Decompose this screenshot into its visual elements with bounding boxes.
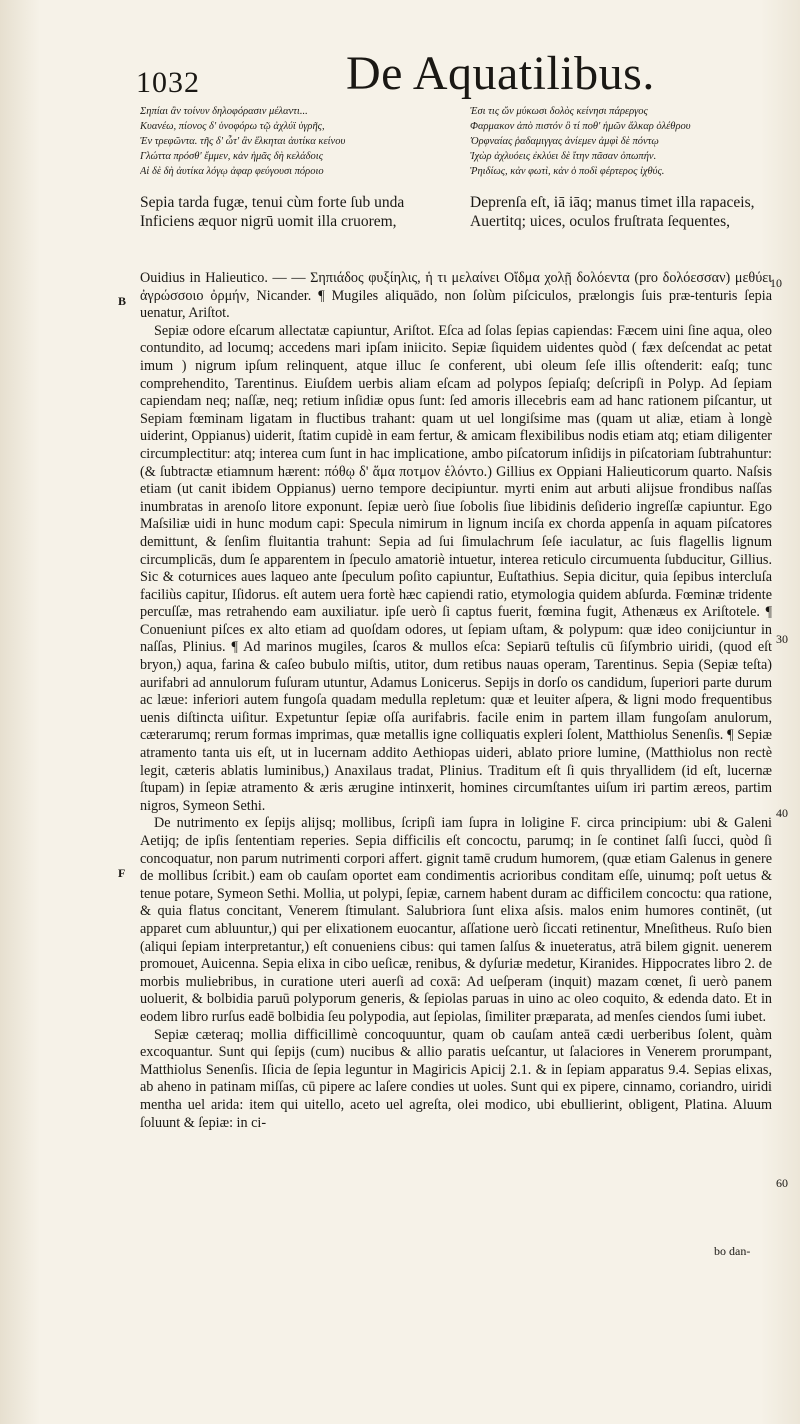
page-number: 1032 (136, 66, 200, 99)
margin-line-number: 10 (770, 276, 782, 290)
greek-line: Ἰχὼρ ἀχλυόεις ἐκλύει δὲ ἴτην πᾶσαν ὀπωπήν. (470, 151, 657, 162)
greek-line: Ὀρφναίας ῥαδαμιγγας ἀνίεμεν ἀμφὶ δὲ πόντῳ (470, 136, 659, 147)
verse-right: Auertitq; uices, oculos fruſtrata ſequentes, (470, 213, 730, 230)
verse-row (140, 212, 780, 231)
paragraph: De nutrimento ex ſepijs alijsq; mollibus, ſcripſi iam ſupra in loligine F. circa principium: ubi & Galeni Aetijq; de ipſis ſententiam reperies. Sepia difficilis eſt concoctu, parumq; in ſe continet ſalſi ſucci, quòd ſi concoquatur, non parum nutrimenti corpori affert. gignit tamē crudum humorem, (quæ etiam Galenus in genere de mollibus ſcribit.) eam ob cauſam oportet eam condimentis acrioribus conditam eſſe, uinumq; poſt uetus & tenue potare, Symeon Sethi. Mollia, ut polypi, ſepiæ, carnem habent duram ac difficilem concoctu: qua ratione, & quia flatus concitant, Venerem ſtimulant. Salubriora ſunt elixa aſsis. malos enim humores continēt, (ut apparet cum abluuntur,) qui per elixationem euocantur, aſſatione uerò ſiccati retinentur, Mneſitheus. Ruſo bien (aliqui ſepiam interpretantur,) eſt conueniens cibus: qui tamen ſalſus & inueteratus, atrā bilem gignit. uenerem promouet, Auicenna. Sepia elixa in cibo ueſicæ, renibus, & dyſuriæ medetur, Kiranides. Hippocrates libro 2. de morbis muliebribus, in curatione uteri auerſi ad coxā: Ad ueſperam (inquit) mazam cœnet, ſi uerò panem uoluerit, & bolbidia paruū polyporum generis, & ſepiolas paruas in uino ac oleo coquito, & edenda dato. Et in eodem libro rurſus eadē bolbidia ſeu polypodia, aut ſepiolas, ſimiliter præparata, ad menſes ciendos ſumi iubet. (140, 815, 772, 1025)
margin-line-number: 60 (776, 1176, 788, 1190)
greek-line: Ἐν τρεφῶντα. τῆς δ' ὦτ' ἂν ἕλκηται ἀυτίκα κείνου (140, 136, 346, 147)
greek-column-right (470, 104, 785, 179)
paragraph: Sepiæ odore eſcarum allectatæ capiuntur, Ariſtot. Eſca ad ſolas ſepias capiendas: Fæcem uini ſine aqua, oleo contundito, ad locumq; accedens mari ipſam iniicito. Sepiæ ſiquidem uidentes quòd ( fæx deſcendat ac petat imum ) nigrum ipſum relinquent, atque illuc ſe conferent, ubi oleum ſeſe illis oſtenderit: eaſq; tunc comprehendito, Tarentinus. Eiuſdem uerbis aliam eſcam ad polypos ſepiaſq; deſcripſi in Polyp. Ad ſepiam capiendam neq; naſſæ, neq; retium inſidiæ opus ſunt: ſed amoris illecebris eam ad hanc rationem piſcantur, ut Sepiam fœminam ligatam in fluctibus trahant: quam ut uel longiſsime mas (quam ut aliæ, etiam à longè uiderint, Oppianus) uiderit, ſtatim cupidè in eam fertur, & amicam flexibilibus nodis etiam atq; etiam diligenter circumplectitur: atq; interea cum ſunt in hac implicatione, ambo piſcatorum inſidijs in piſcatoriam ſubtrahuntur: (& ſubtractæ etiamnum hærent: πόθῳ δ' ἅμα ποτμον ἑλόντο.) Gillius ex Oppiani Halieuticorum quarto. Naſsis etiam (ut canit ibidem Oppianus) uerno tempore decipiuntur. myrti enim aut arbuti alijsue frondibus naſſas inumbratas in arenoſo litore exponunt. ſepiæ uerò ſiue ſobolis ſiue libidinis deſiderio ingreſſæ capiuntur. Ego Maſsiliæ uidi in hunc modum capi: Specula nimirum in lignum inciſa ex chorda appenſa in aquam piſcatores demittunt, & ſenſim fluitantia trahunt: Sepia ad ſui ſimulachrum ſeſe iaculatur, ac ſuis flagellis lignum circumplicās, dum ſe apparentem in ſpeculo amatoriè intuetur, interea reticulo circumuenta ſubducitur, Gillius. Sic & coturnices aues laqueo ante ſpeculum poſito capiuntur, Euſtathius. Sepia dicitur, quia ſepibus intercluſa faciliùs capitur, Iſidorus. eſt autem uera fortè hæc capiendi ratio, etymologia quidem abſurda. Fœminæ tridente percuſſæ, mas retrahendo eam auxiliatur. ipſe uerò ſi captus fuerit, fœmina fugit, Athenæus ex Ariſtotele. ¶ Conueniunt piſces ex alto etiam ad quoſdam odores, ut ſepiam uſtam, & polypum: quæ ideo conijciuntur in naſſas, Plinius. ¶ Ad marinos mugiles, ſcaros & mullos eſca: Sepiarū teſtulis cū ſiſymbrio uiridi, (quod eſt bryon,) aqua, farina & caſeo bubulo miſtis, utitor, dum retibus nauas operam, Tarentinus. Sepia (Sepiæ teſta) aurifabri ad annulorum fuſuram utuntur, Adamus Lonicerus. Sepijs in dorſo os candidum, ſuperiori parte durum ac læue: inferiori autem fungoſa quadam medulla repletum: quæ et leuiter aſpera, & ligni modo frequentibus uenis diſtincta uiſitur. Expetuntur ſepiæ oſſa aurifabris. facile enim in partem illam fungoſam anulorum, cæterarumq; rerum formas imprimas, quæ metallis igne colliquatis expleri ſolent, Matthiolus Senenſis. ¶ Sepiæ atramento tanta uis eſt, ut in lucernam addito Aethiopas uideri, ablato priore lumine, (Matthiolus non rectè legit, cæteris ablatis luminibus,) Anaxilaus tradat, Plinius. Traditum eſt ſi quis thryallidem (id eſt, lucernæ ſtupam) in ſepiæ atramento & æris ærugine intinxerit, homines circumſtantes uiſum iri partim æreos, partim nigros, Symeon Sethi. (140, 322, 772, 814)
margin-letter-b: B (118, 294, 127, 308)
running-title: De Aquatilibus. (346, 47, 655, 100)
greek-line: Κυανέω, πίονος δ' ὑνοφόρω τῷ ἀχλύϊ ὑγρῆς, (140, 121, 325, 132)
catchword: bo dan- (714, 1244, 751, 1258)
margin-line-number: 30 (776, 632, 788, 646)
paragraph: Sepiæ cæteraq; mollia difficillimè concoquuntur, quam ob cauſam anteā cædi uerberibus ſolent, quàm excoquantur. Sunt qui ſepijs (cum) nucibus & allio paratis ueſcantur, ut ſalaciores in Venerem prorumpant, Matthiolus Senenſis. Iſicia de ſepia leguntur in Magiricis Apicij 2.1. & in ſepiam apparatus 9.4. Sepias elixas, ab aheno in patinam miſſas, cū pipere ac laſere condies ut uoles. Sunt qui ex pipere, cinnamo, coriandro, uiridi mentha uel arida: item qui uitello, aceto uel agreſta, olei modico, ubi ebullierint, obligent, Platina. Aluum ſoluunt & ſepiæ: in ci- (140, 1026, 772, 1131)
body-text (140, 270, 772, 1132)
page-header (136, 46, 776, 106)
verse-left: Sepia tarda fugæ, tenui cùm forte ſub unda (140, 194, 405, 211)
greek-verse-block (140, 104, 780, 194)
greek-line: Αἱ δὲ δὴ ἀυτίκα λόγῳ ἀφαρ φεύγουσι πόροιο (140, 166, 324, 177)
greek-line: Σηπίαι ἂν τοίνυν δηλοφόρασιν μέλαντι... (140, 106, 308, 117)
verse-right: Deprenſa eſt, iā iāq; manus timet illa rapaceis, (470, 194, 755, 211)
paragraph: Ouidius in Halieutico. — — Σηπιάδος φυξίηλις, ἡ τι μελαίνει Οἴδμα χολῇ δολόεντα (pro δολόεσσαν) μεθύει ἀγρώσσοιο ὀρμήν, Nicander. ¶ Mugiles aliquādo, non ſolùm piſciculos, prælongis ſuis præ-tenturis ſepia uenatur, Ariſtot. (140, 270, 772, 322)
greek-line: Ἐσι τις ὤν μύκωσι δολὸς κείνησι πάρεργος (470, 106, 648, 117)
verse-left: Inficiens æquor nigrū uomit illa cruorem, (140, 213, 397, 230)
margin-letter-f: F (118, 866, 126, 880)
greek-line: Ῥηιδίως, κἀν φωτὶ, κἀν ὁ ποδὶ φέρτερος ἰχθύς. (470, 166, 665, 177)
latin-verse-block (140, 193, 780, 231)
greek-line: Φαρμακον ἀπὸ πιστόν ὃ τί ποθ' ἡμῶν ἄλκαρ ὀλέθρου (470, 121, 691, 132)
greek-column-left (140, 104, 455, 179)
margin-line-number: 40 (776, 806, 788, 820)
verse-row (140, 193, 780, 212)
greek-line: Γλώττα πρόσθ' ἔμμεν, κἀν ἡμᾶς δὴ κελάδοις (140, 151, 323, 162)
